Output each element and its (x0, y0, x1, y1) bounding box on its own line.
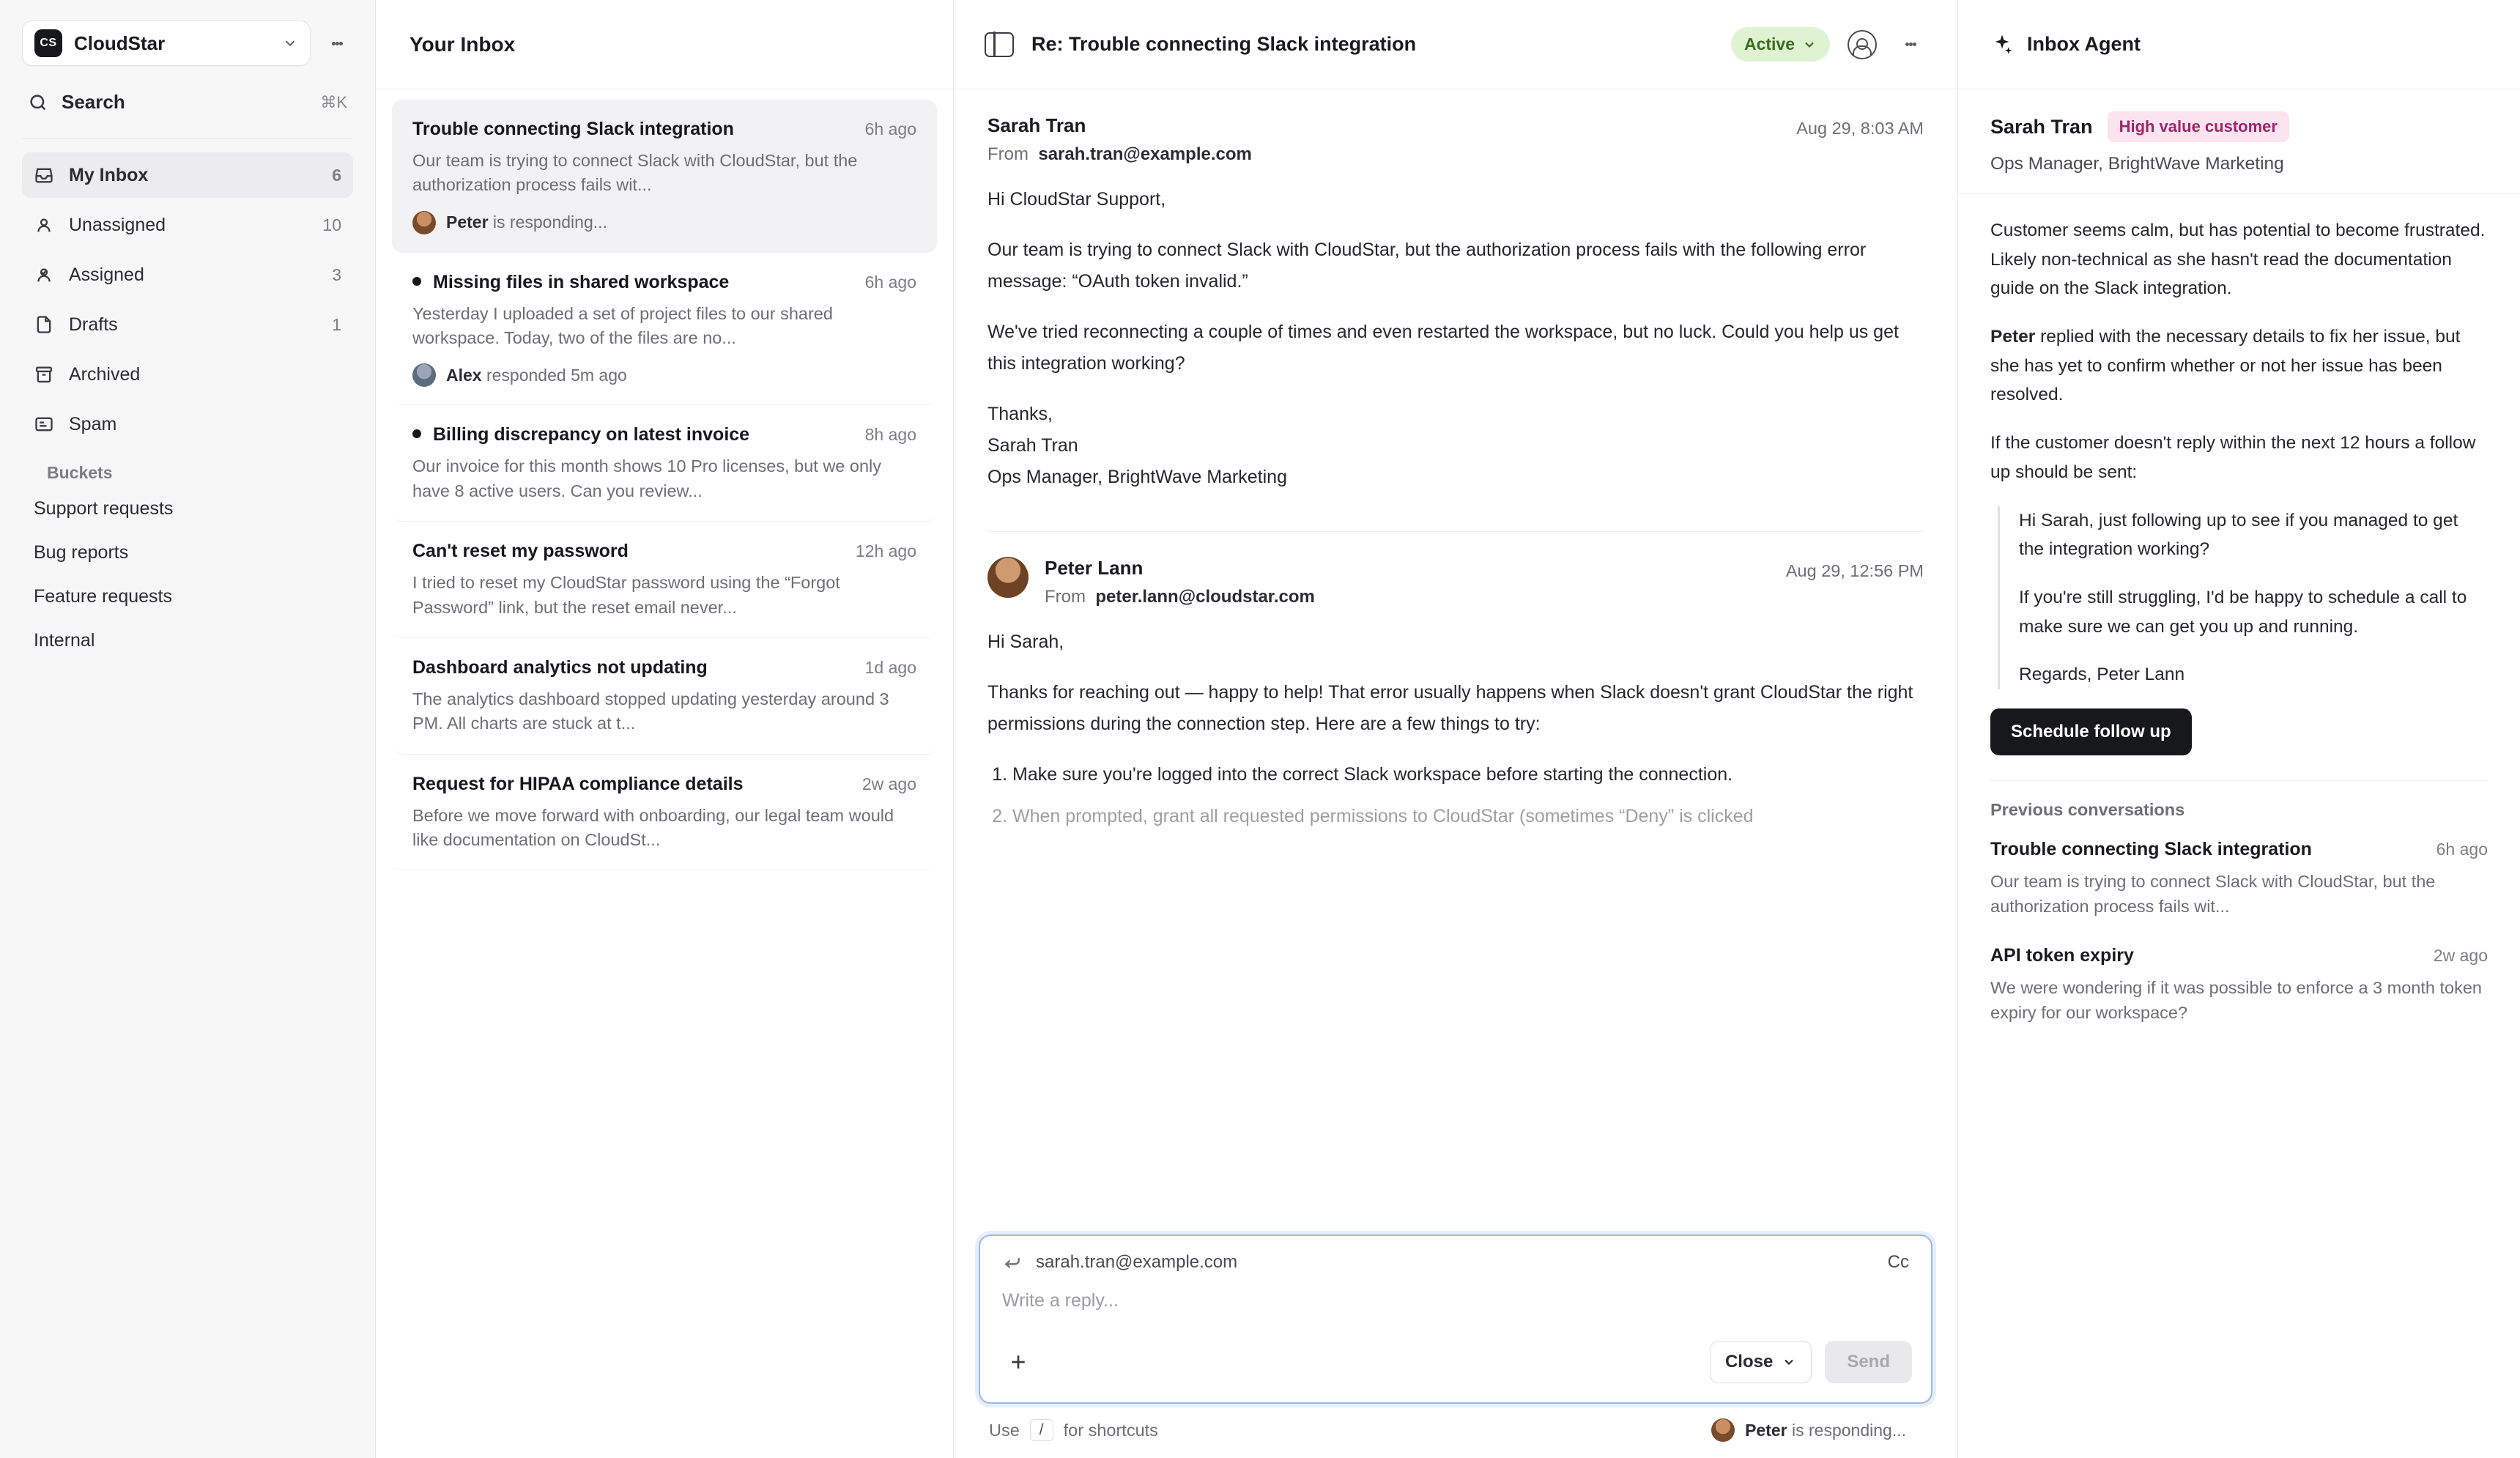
search-input[interactable] (22, 84, 353, 121)
list-item-subject: Trouble connecting Slack integration (412, 119, 734, 139)
message-meta (987, 114, 1780, 165)
chevron-down-icon (1802, 37, 1817, 52)
avatar (412, 363, 436, 387)
message-paragraph: Ops Manager, BrightWave Marketing (987, 467, 1287, 487)
list-item-header (412, 657, 916, 678)
sidebar-item-label: Unassigned (69, 214, 166, 235)
thread-more-button[interactable] (1894, 29, 1927, 61)
slash-key-icon: / (1030, 1419, 1053, 1441)
list-item-subject: Request for HIPAA compliance details (412, 773, 744, 794)
customer-name: Sarah Tran (1990, 115, 2093, 138)
sidebar-bucket-internal[interactable]: Internal (34, 629, 95, 651)
reply-composer[interactable] (979, 1235, 1932, 1404)
inbox-icon (34, 165, 54, 185)
composer-hint-bar (979, 1404, 1932, 1458)
message-body (987, 626, 1924, 832)
list-item[interactable] (392, 405, 937, 522)
message (987, 114, 1924, 531)
list-item-subject: Dashboard analytics not updating (412, 656, 708, 678)
chevron-down-icon (1782, 1355, 1796, 1369)
list-item[interactable] (392, 253, 937, 406)
toggle-panel-icon[interactable] (985, 32, 1014, 57)
agent-title: Inbox Agent (2027, 33, 2141, 55)
list-item-preview: Our invoice for this month shows 10 Pro licenses, but we only have 8 active users. Can you review... (412, 456, 882, 500)
list-item-header (412, 119, 916, 140)
agent-paragraph: Peter replied with the necessary details to fix her issue, but she has yet to confirm whether or not her issue has been resolved. (1990, 327, 2461, 405)
sidebar-more-button[interactable] (321, 27, 353, 59)
message (987, 531, 1924, 862)
avatar (412, 211, 436, 234)
sidebar-item-drafts[interactable] (22, 302, 353, 347)
message-sender-email (1045, 587, 1770, 607)
draft-paragraph: Regards, Peter Lann (2019, 665, 2185, 685)
plus-icon (1007, 1351, 1029, 1373)
agent-draft-reply (1998, 506, 2488, 689)
list-item-time: 8h ago (864, 425, 916, 445)
typing-indicator (1711, 1418, 1906, 1442)
list-item-footer (412, 211, 916, 234)
list-item-footer (412, 363, 916, 387)
message-list (1012, 759, 1924, 832)
list-item-status-text: is responding... (488, 212, 607, 232)
status-badge-label: Active (1743, 34, 1795, 53)
list-item-status (446, 212, 607, 232)
add-attachment-button[interactable] (999, 1343, 1037, 1381)
message-meta (1045, 557, 1770, 607)
message-list-item: 1. Make sure you're logged into the correct Slack workspace before starting the connection. (1012, 759, 1924, 791)
message-sender-name: Sarah Tran (987, 114, 1086, 136)
sidebar-item-label: Assigned (69, 264, 144, 285)
from-email: sarah.tran@example.com (1038, 144, 1252, 164)
sidebar-item-label: Drafts (69, 314, 118, 335)
sidebar-item-unassigned[interactable] (22, 202, 353, 248)
sidebar-item-count: 1 (332, 314, 341, 334)
list-item[interactable] (392, 755, 937, 871)
list-item-header (412, 541, 916, 562)
previous-conversation-item[interactable] (1990, 820, 2488, 926)
message-date: Aug 29, 8:03 AM (1796, 119, 1924, 138)
previous-item-header (1990, 839, 2488, 860)
message-paragraph: Thanks for reaching out — happy to help! That error usually happens when Slack doesn't grant CloudStar the right permissions during the connection step. Here are a few things to try: (987, 682, 1913, 734)
message-paragraph: Hi CloudStar Support, (987, 189, 1166, 210)
avatar (987, 557, 1029, 598)
list-item-time: 6h ago (864, 272, 916, 292)
list-item-status-text: responded 5m ago (481, 365, 627, 385)
send-button[interactable]: Send (1825, 1341, 1912, 1383)
list-item-status (446, 366, 627, 385)
list-item-header (412, 272, 916, 293)
list-item-preview: The analytics dashboard stopped updating yesterday around 3 PM. All charts are stuck at t... (412, 689, 889, 733)
list-item-subject: Missing files in shared workspace (433, 271, 730, 292)
previous-conversation-item[interactable] (1990, 926, 2488, 1032)
sidebar (0, 0, 375, 1458)
agent-header (1958, 0, 2520, 89)
sidebar-item-spam[interactable] (22, 401, 353, 447)
thread-header (954, 0, 1957, 89)
sidebar-item-count: 6 (332, 165, 341, 185)
draft-paragraph: Hi Sarah, just following up to see if you managed to get the integration working? (2019, 510, 2458, 560)
sidebar-item-count: 3 (332, 264, 341, 284)
list-item-status-name: Alex (446, 365, 482, 385)
list-item-time: 1d ago (864, 657, 916, 677)
typing-text: is responding... (1787, 1420, 1906, 1440)
list-item-subject: Can't reset my password (412, 541, 629, 562)
assignee-avatar-icon[interactable] (1848, 30, 1877, 59)
list-item-time: 12h ago (855, 541, 916, 561)
avatar (1711, 1418, 1735, 1442)
list-item-preview: Yesterday I uploaded a set of project files to our shared workspace. Today, two of the files are no... (412, 303, 833, 348)
from-label: From (1045, 587, 1086, 607)
hint-suffix: for shortcuts (1063, 1420, 1158, 1440)
list-title: Your Inbox (376, 0, 953, 89)
typing-status (1745, 1421, 1906, 1440)
list-item-preview: I tried to reset my CloudStar password using the “Forgot Password” link, but the reset email never... (412, 573, 840, 617)
message-paragraph: Hi Sarah, (987, 632, 1064, 652)
unread-dot-icon (412, 429, 421, 438)
composer-actions (1710, 1341, 1912, 1383)
message-list-item: 2. When prompted, grant all requested permissions to CloudStar (sometimes “Deny” is clicked (1012, 801, 1924, 832)
list-item[interactable] (392, 522, 937, 638)
list-item-header (412, 424, 916, 445)
chevron-down-icon (282, 35, 298, 51)
draft-paragraph: If you're still struggling, I'd be happy to schedule a call to make sure we can get you up and running. (2019, 587, 2467, 637)
conversation-list[interactable] (376, 89, 953, 1458)
list-item[interactable] (392, 638, 937, 755)
sidebar-bucket-bug-reports[interactable]: Bug reports (34, 541, 129, 563)
conversation-list-pane (375, 0, 954, 1458)
workspace-name: CloudStar (74, 32, 166, 54)
previous-item-time: 2w ago (2433, 946, 2488, 966)
workspace-switcher[interactable] (22, 21, 311, 66)
search-shortcut: ⌘K (320, 92, 347, 111)
sidebar-bucket-support-requests[interactable]: Support requests (34, 497, 174, 519)
customer-card (1958, 89, 2520, 194)
message-sender-name: Peter Lann (1045, 557, 1144, 579)
from-email: peter.lann@cloudstar.com (1095, 587, 1315, 607)
file-icon (34, 314, 54, 335)
message-sender-email (987, 144, 1780, 165)
close-button[interactable] (1710, 1341, 1812, 1383)
unread-dot-icon (412, 277, 421, 286)
archive-icon (34, 364, 54, 385)
search-icon (28, 92, 48, 113)
customer-row (1990, 111, 2488, 142)
thread-title: Re: Trouble connecting Slack integration (1031, 33, 1417, 55)
agent-summary (1958, 194, 2520, 1458)
previous-item-subject: Trouble connecting Slack integration (1990, 838, 2312, 859)
sidebar-nav (0, 142, 375, 663)
spam-icon (34, 414, 54, 434)
workspace-avatar: CS (34, 29, 62, 57)
search-label: Search (62, 91, 125, 113)
message-paragraph: Sarah Tran (987, 435, 1078, 456)
previous-item-preview: We were wondering if it was possible to enforce a 3 month token expiry for our workspace? (1990, 978, 2482, 1023)
previous-item-time: 6h ago (2436, 839, 2488, 859)
message-paragraph: We've tried reconnecting a couple of times and even restarted the workspace, but no luck. Could you help us get this integration working? (987, 322, 1899, 374)
composer-toolbar (980, 1341, 1931, 1402)
list-item-time: 6h ago (864, 119, 916, 138)
sparkles-icon (1990, 33, 2014, 56)
message-header (987, 114, 1924, 165)
composer-recipients (980, 1236, 1931, 1277)
user-question-icon (34, 215, 54, 235)
inbox-agent-pane (1957, 0, 2520, 1458)
user-check-icon (34, 264, 54, 285)
agent-paragraph-lead: Peter (1990, 327, 2036, 347)
sidebar-item-label: Archived (69, 363, 141, 385)
list-item-status-name: Peter (446, 212, 489, 232)
from-label: From (987, 144, 1029, 164)
sidebar-item-archived[interactable] (22, 352, 353, 397)
list-item-time: 2w ago (861, 774, 916, 793)
sidebar-item-count: 10 (322, 215, 341, 234)
message-paragraph: Thanks, (987, 404, 1053, 424)
status-badge[interactable] (1731, 27, 1830, 62)
previous-conversations-heading: Previous conversations (1990, 780, 2488, 820)
list-item-header (412, 774, 916, 795)
message-date: Aug 29, 12:56 PM (1785, 561, 1924, 580)
list-item-subject: Billing discrepancy on latest invoice (433, 424, 750, 445)
list-item-preview: Before we move forward with onboarding, our legal team would like documentation on CloudSt... (412, 805, 894, 849)
buckets-heading: Buckets (47, 463, 113, 482)
previous-item-header (1990, 945, 2488, 966)
typing-name: Peter (1745, 1420, 1787, 1440)
agent-paragraph: Customer seems calm, but has potential to become frustrated. Likely non-technical as she hasn't read the documentation guide on the Slack integration. (1990, 221, 2486, 299)
message-paragraph: Our team is trying to connect Slack with CloudStar, but the authorization process fails with the following error message: “OAuth token invalid.” (987, 240, 1867, 292)
previous-item-subject: API token expiry (1990, 945, 2134, 966)
message-header (987, 557, 1924, 607)
close-button-label: Close (1724, 1352, 1774, 1372)
message-body (987, 184, 1924, 493)
sidebar-divider (22, 138, 353, 139)
thread-pane (954, 0, 1957, 1458)
previous-item-preview: Our team is trying to connect Slack with CloudStar, but the authorization process fails wit... (1990, 871, 2436, 916)
workspace-row (22, 21, 353, 66)
composer-container (954, 1235, 1957, 1458)
sidebar-item-my-inbox[interactable] (22, 152, 353, 198)
status-badge: High value customer (2108, 111, 2289, 142)
sidebar-bucket-feature-requests[interactable]: Feature requests (34, 585, 172, 607)
agent-paragraph: If the customer doesn't reply within the next 12 hours a follow up should be sent: (1990, 433, 2476, 482)
schedule-follow-up-button[interactable]: Schedule follow up (1990, 708, 2192, 755)
sidebar-item-label: My Inbox (69, 164, 149, 185)
sidebar-item-assigned[interactable] (22, 252, 353, 297)
composer-to-field[interactable]: sarah.tran@example.com (1036, 1252, 1238, 1272)
reply-icon (1002, 1252, 1023, 1273)
hint-prefix: Use (989, 1420, 1020, 1440)
customer-role: Ops Manager, BrightWave Marketing (1990, 154, 2284, 174)
list-item-preview: Our team is trying to connect Slack with CloudStar, but the authorization process fails wit... (412, 151, 858, 195)
list-item[interactable] (392, 100, 937, 253)
sidebar-item-label: Spam (69, 413, 117, 434)
reply-input[interactable]: Write a reply... (1002, 1290, 1119, 1311)
composer-cc-button[interactable]: Cc (1887, 1252, 1909, 1272)
